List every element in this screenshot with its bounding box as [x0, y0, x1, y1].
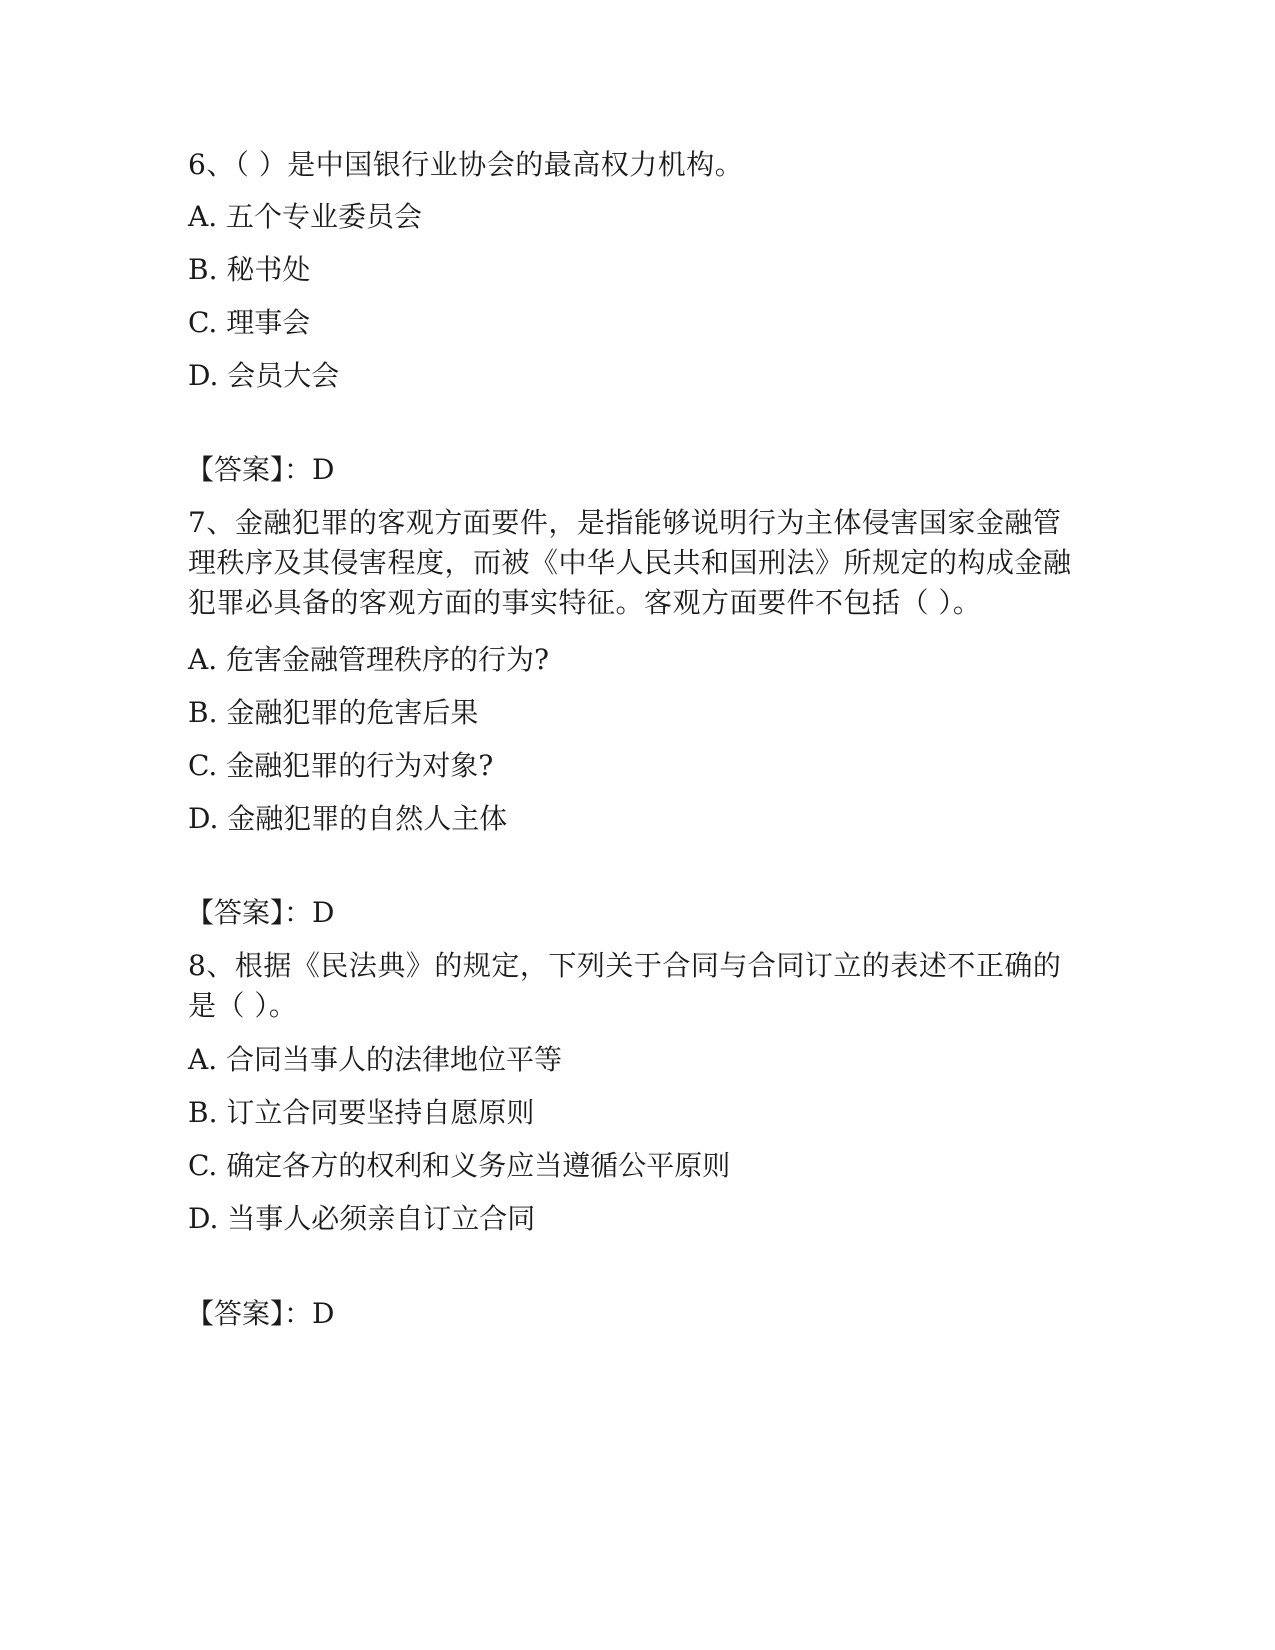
question-6-option-d: D. 会员大会 — [188, 359, 340, 392]
question-7-option-a: A. 危害金融管理秩序的行为? — [188, 643, 550, 676]
question-7-option-c: C. 金融犯罪的行为对象? — [188, 749, 494, 782]
question-7-option-b: B. 金融犯罪的危害后果 — [188, 696, 479, 729]
question-6-stem: 6、（ ）是中国银行业协会的最高权力机构。 — [188, 148, 744, 181]
question-8-stem: 8、根据《民法典》的规定，下列关于合同与合同订立的表述不正确的是（ ）。 — [188, 949, 1062, 1022]
question-6-answer: 【答案】：D — [186, 453, 335, 486]
question-8-option-a: A. 合同当事人的法律地位平等 — [188, 1043, 563, 1076]
question-6-option-a: A. 五个专业委员会 — [188, 200, 423, 233]
question-8-option-d: D. 当事人必须亲自订立合同 — [188, 1202, 536, 1235]
question-7-answer: 【答案】：D — [186, 896, 335, 929]
question-6-option-c: C. 理事会 — [188, 306, 311, 339]
question-8-answer: 【答案】：D — [186, 1297, 335, 1330]
question-8-option-b: B. 订立合同要坚持自愿原则 — [188, 1096, 535, 1129]
question-6-option-b: B. 秘书处 — [188, 253, 311, 286]
question-8-option-c: C. 确定各方的权利和义务应当遵循公平原则 — [188, 1149, 731, 1182]
question-7-stem: 7、金融犯罪的客观方面要件，是指能够说明行为主体侵害国家金融管理秩序及其侵害程度，而被《中华人民共和国刑法》所规定的构成金融犯罪必具备的客观方面的事实特征。客观方面要件不包括（ ）。 — [188, 506, 1072, 619]
question-7-option-d: D. 金融犯罪的自然人主体 — [188, 802, 508, 835]
